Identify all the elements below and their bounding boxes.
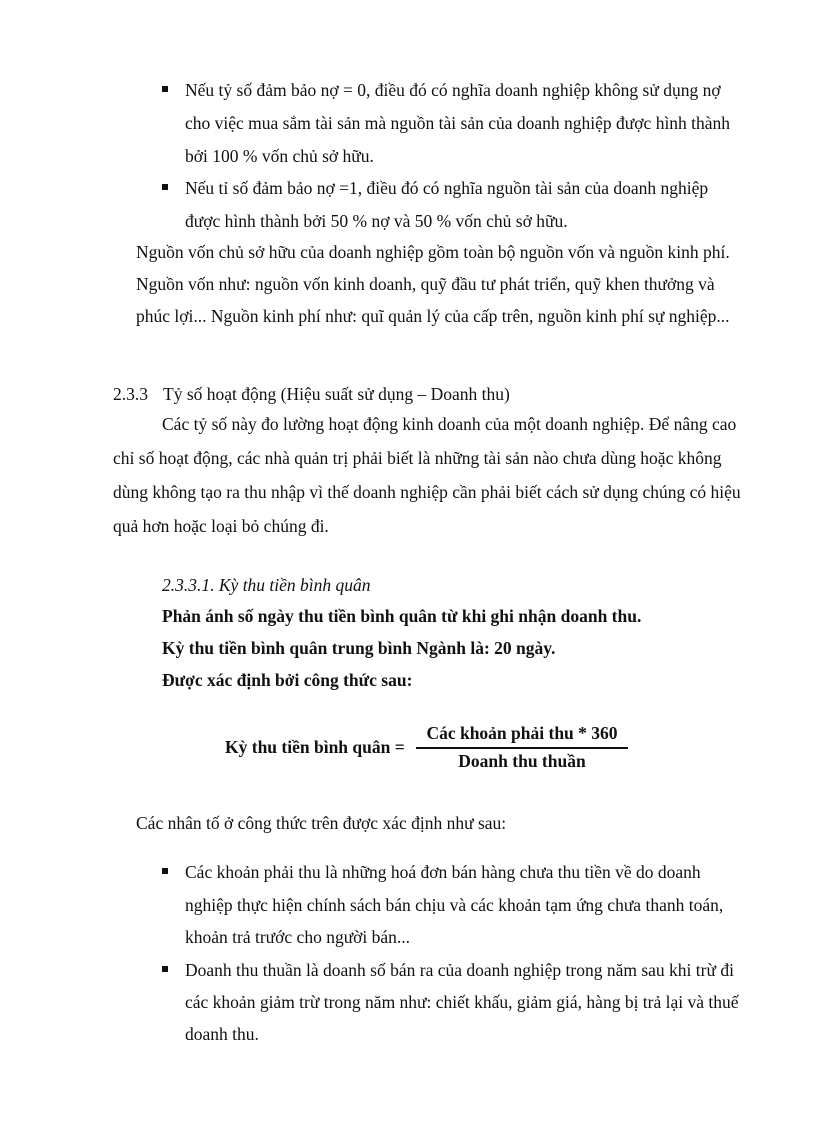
bold-line: Được xác định bởi công thức sau: (162, 670, 413, 690)
fraction-bar (416, 747, 628, 749)
bullet-line: Nếu tỉ số đảm bảo nợ =1, điều đó có nghĩa nguồn tài sản của doanh nghiệp (185, 178, 709, 198)
paragraph-line: Nguồn vốn như: nguồn vốn kinh doanh, quỹ đầu tư phát triển, quỹ khen thưởng và (136, 274, 715, 294)
bullet-line: bởi 100 % vốn chủ sở hữu. (185, 146, 374, 166)
bold-line: Kỳ thu tiền bình quân trung bình Ngành là: 20 ngày. (162, 638, 556, 658)
formula-left: Kỳ thu tiền bình quân = (225, 737, 405, 757)
bullet-line: Các khoản phải thu là những hoá đơn bán hàng chưa thu tiền về do doanh (185, 862, 701, 882)
bullet-line: các khoản giảm trừ trong năm như: chiết khấu, giảm giá, hàng bị trả lại và thuế (185, 992, 739, 1012)
paragraph-line: quả hơn hoặc loại bỏ chúng đi. (113, 516, 329, 536)
formula-numerator: Các khoản phải thu * 360 (426, 723, 618, 743)
bullet-icon (162, 966, 168, 972)
subsection-title: 2.3.3.1. Kỳ thu tiền bình quân (162, 575, 371, 595)
bullet-line: được hình thành bởi 50 % nợ và 50 % vốn chủ sở hữu. (185, 211, 568, 231)
paragraph-line: dùng không tạo ra thu nhập vì thế doanh nghiệp cần phải biết cách sử dụng chúng có hiệu (113, 482, 741, 502)
formula-denominator: Doanh thu thuần (458, 751, 586, 771)
paragraph-line: phúc lợi... Nguồn kinh phí như: quĩ quản lý của cấp trên, nguồn kinh phí sự nghiệp... (136, 306, 730, 326)
bold-line: Phản ánh số ngày thu tiền bình quân từ khi ghi nhận doanh thu. (162, 606, 642, 626)
bullet-icon (162, 184, 168, 190)
paragraph-line: Các tỷ số này đo lường hoạt động kinh doanh của một doanh nghiệp. Để nâng cao (162, 414, 737, 434)
bullet-line: khoản trả trước cho người bán... (185, 927, 411, 947)
paragraph-line: Nguồn vốn chủ sở hữu của doanh nghiệp gồm toàn bộ nguồn vốn và nguồn kinh phí. (136, 242, 730, 262)
bullet-icon (162, 86, 168, 92)
factors-intro: Các nhân tố ở công thức trên được xác định như sau: (136, 813, 507, 833)
bullet-line: cho việc mua sắm tài sản mà nguồn tài sản của doanh nghiệp được hình thành (185, 113, 731, 133)
paragraph-line: chỉ số hoạt động, các nhà quản trị phải biết là những tài sản nào chưa dùng hoặc không (113, 448, 722, 468)
section-number: 2.3.3 (113, 384, 148, 404)
bullet-line: Doanh thu thuần là doanh số bán ra của doanh nghiệp trong năm sau khi trừ đi (185, 960, 734, 980)
bullet-icon (162, 868, 168, 874)
bullet-line: doanh thu. (185, 1024, 259, 1044)
section-title: Tỷ số hoạt động (Hiệu suất sử dụng – Doanh thu) (163, 384, 510, 404)
bullet-line: Nếu tỷ số đảm bảo nợ = 0, điều đó có nghĩa doanh nghiệp không sử dụng nợ (185, 80, 721, 100)
bullet-line: nghiệp thực hiện chính sách bán chịu và các khoản tạm ứng chưa thanh toán, (185, 895, 724, 915)
